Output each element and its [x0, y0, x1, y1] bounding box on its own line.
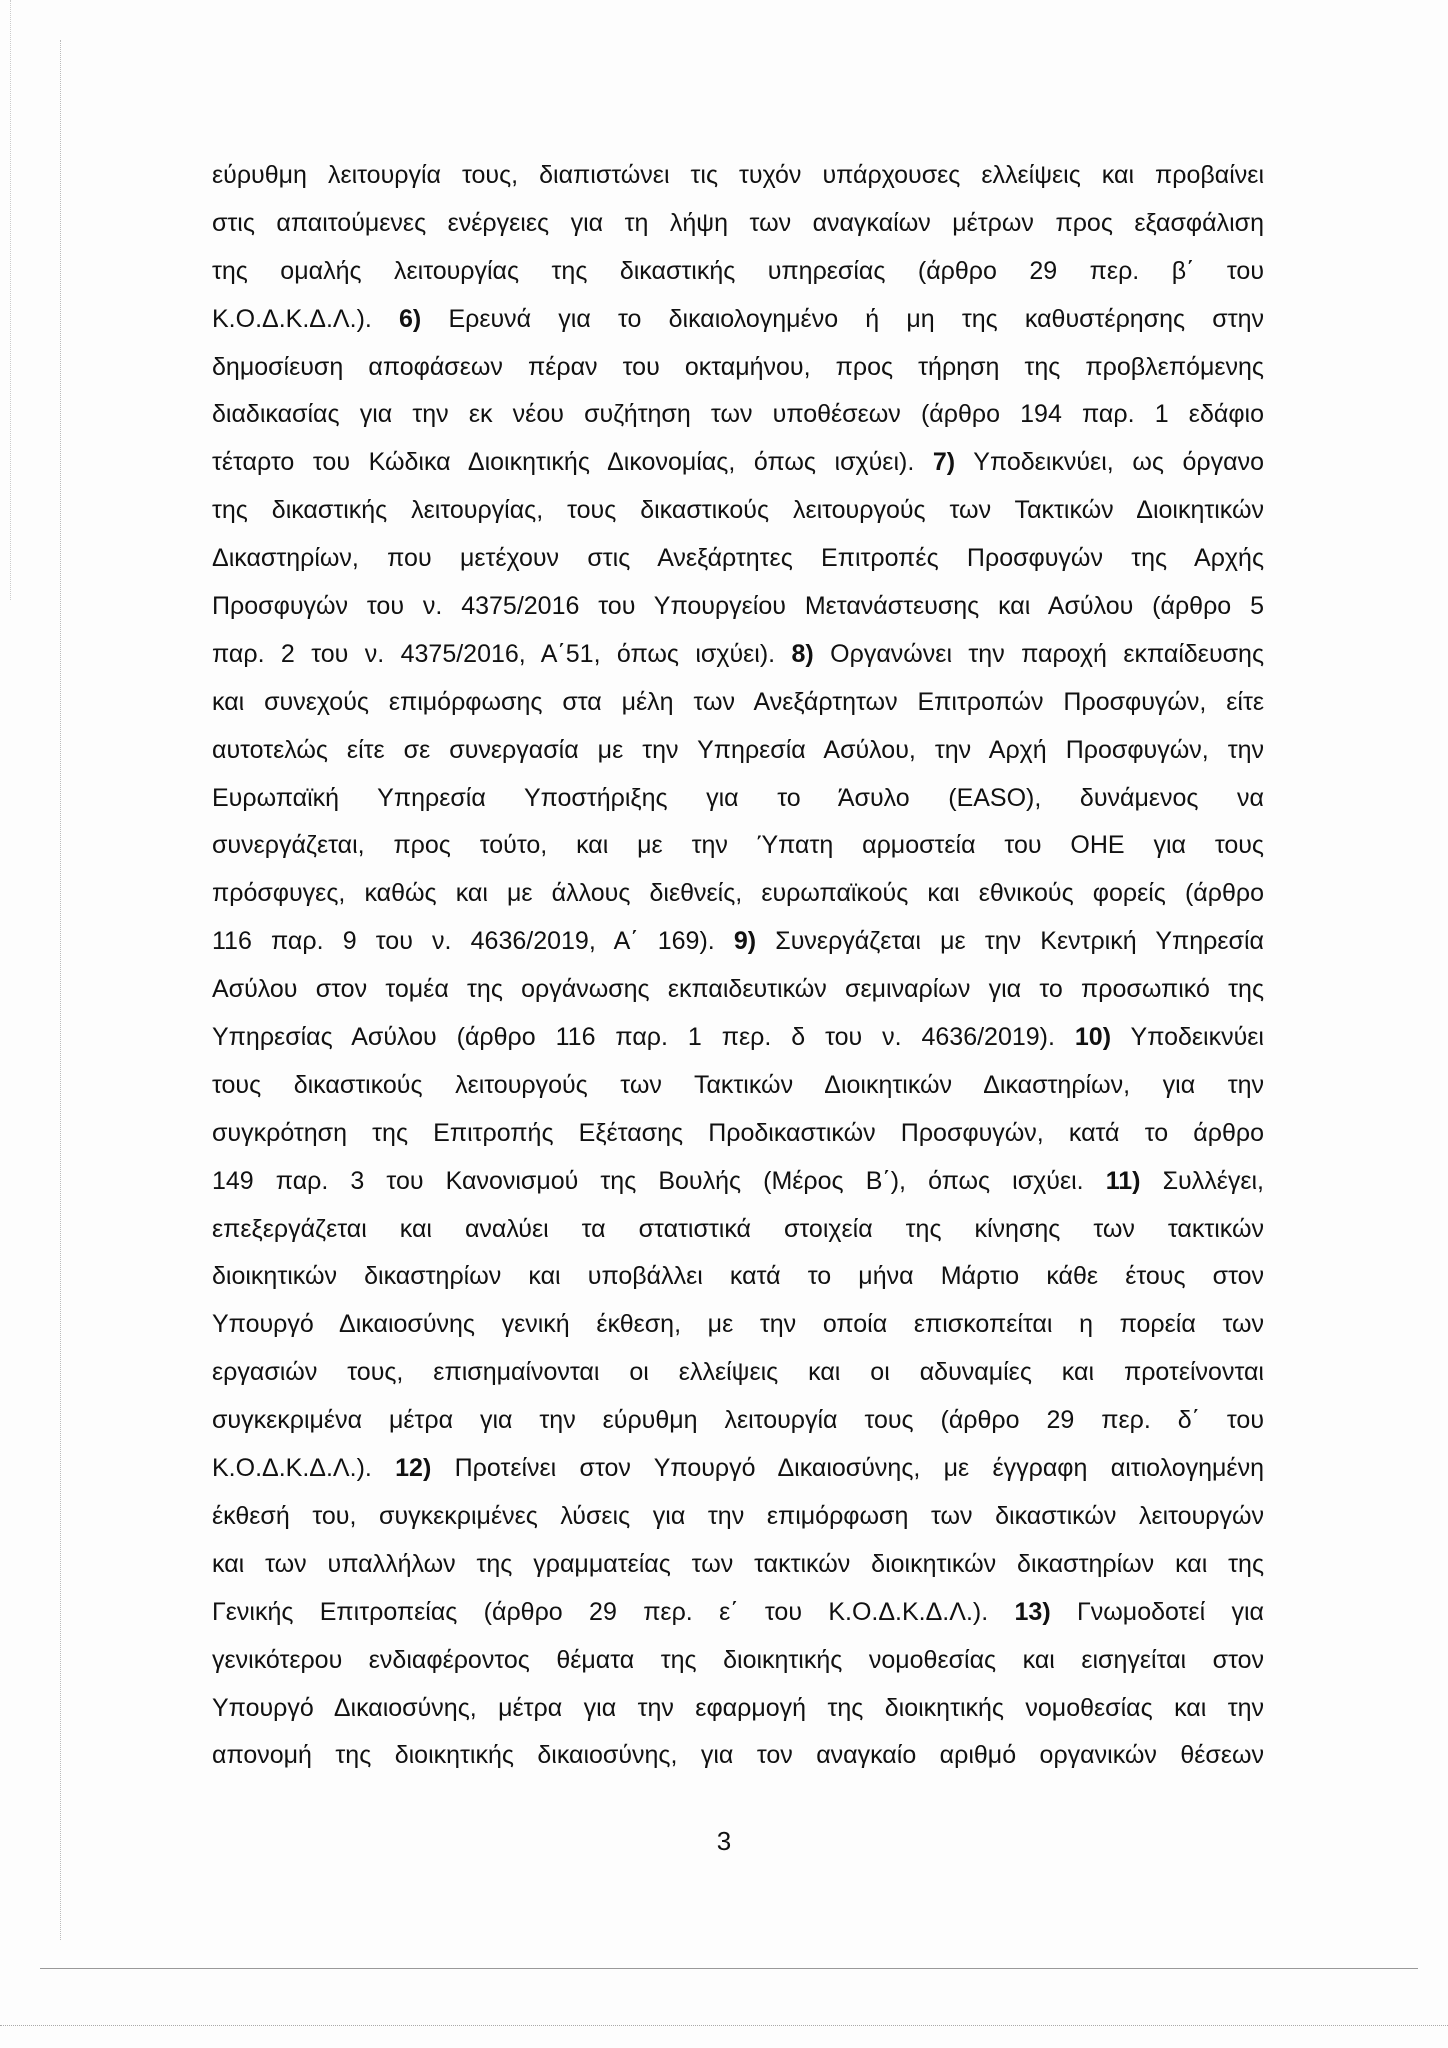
text-line	[212, 822, 1264, 870]
item-number: 9)	[733, 927, 757, 956]
text-line	[212, 679, 1264, 727]
text-segment: και συνεχούς επιμόρφωσης στα μέλη των Ανεξάρτητων Επιτροπών Προσφυγών, είτε	[212, 687, 1264, 716]
text-segment: της δικαστικής λειτουργίας, τους δικαστικούς λειτουργούς των Τακτικών Διοικητικών	[212, 496, 1264, 525]
text-line	[212, 631, 1264, 679]
text-segment: διαδικασίας για την εκ νέου συζήτηση των υποθέσεων (άρθρο 194 παρ. 1 εδάφιο	[212, 400, 1264, 429]
text-line	[212, 487, 1264, 535]
text-segment: παρ. 2 του ν. 4375/2016, Α΄51, όπως ισχύει).	[212, 639, 792, 668]
text-segment: Ευρωπαϊκή Υπηρεσία Υποστήριξης για το Άσυλο (EASO), δυνάμενος να	[212, 783, 1264, 812]
text-line	[212, 248, 1264, 296]
text-segment: Δικαστηρίων, που μετέχουν στις Ανεξάρτητες Επιτροπές Προσφυγών της Αρχής	[212, 544, 1264, 573]
text-segment: δημοσίευση αποφάσεων πέραν του οκταμήνου, προς τήρηση της προβλεπόμενης	[212, 352, 1264, 381]
document-body-text	[212, 152, 1264, 1780]
text-segment: εύρυθμη λειτουργία τους, διαπιστώνει τις τυχόν υπάρχουσες ελλείψεις και προβαίνει	[212, 161, 1264, 189]
text-line	[212, 1062, 1264, 1110]
text-segment: Ερευνά για το δικαιολογημένο ή μη της καθυστέρησης στην	[421, 304, 1264, 333]
text-segment: συγκεκριμένα μέτρα για την εύρυθμη λειτουργία τους (άρθρο 29 περ. δ΄ του	[212, 1406, 1264, 1435]
text-segment: Υποδεικνύει, ως όργανο	[955, 448, 1264, 477]
text-segment: Γνωμοδοτεί για	[1050, 1597, 1264, 1626]
scan-artifact-left-edge	[10, 0, 11, 600]
text-segment: Συνεργάζεται με την Κεντρική Υπηρεσία	[756, 927, 1264, 956]
text-line	[212, 1541, 1264, 1589]
text-segment: Υποδεικνύει	[1111, 1023, 1264, 1052]
text-line	[212, 391, 1264, 439]
text-segment: γενικότερου ενδιαφέροντος θέματα της διοικητικής νομοθεσίας και εισηγείται στον	[212, 1645, 1264, 1674]
text-line	[212, 583, 1264, 631]
text-segment: εργασιών τους, επισημαίνονται οι ελλείψεις και οι αδυναμίες και προτείνονται	[212, 1358, 1264, 1387]
item-number: 7)	[932, 448, 956, 477]
text-segment: Συλλέγει,	[1140, 1166, 1264, 1195]
text-segment: επεξεργάζεται και αναλύει τα στατιστικά στοιχεία της κίνησης των τακτικών	[212, 1214, 1264, 1243]
item-number: 6)	[399, 304, 422, 333]
text-segment: και των υπαλλήλων της γραμματείας των τακτικών διοικητικών δικαστηρίων και της	[212, 1549, 1264, 1578]
text-segment: στις απαιτούμενες ενέργειες για τη λήψη των αναγκαίων μέτρων προς εξασφάλιση	[212, 208, 1264, 237]
text-segment: Οργανώνει την παροχή εκπαίδευσης	[813, 639, 1264, 668]
item-number: 13)	[1014, 1597, 1051, 1626]
text-line	[212, 1349, 1264, 1397]
text-segment: Υπουργό Δικαιοσύνης γενική έκθεση, με την οποία επισκοπείται η πορεία των	[212, 1310, 1264, 1339]
text-segment: Υπουργό Δικαιοσύνης, μέτρα για την εφαρμογή της διοικητικής νομοθεσίας και την	[212, 1693, 1264, 1722]
text-line	[212, 727, 1264, 775]
text-line	[212, 296, 1264, 344]
text-line	[212, 1110, 1264, 1158]
text-segment: Προτείνει στον Υπουργό Δικαιοσύνης, με έγγραφη αιτιολογημένη	[431, 1454, 1264, 1483]
text-line	[212, 152, 1264, 200]
text-segment: τους δικαστικούς λειτουργούς των Τακτικών Διοικητικών Δικαστηρίων, για την	[212, 1070, 1264, 1099]
text-line	[212, 1301, 1264, 1349]
text-segment: συνεργάζεται, προς τούτο, και με την Ύπατη αρμοστεία του ΟΗΕ για τους	[212, 831, 1264, 860]
text-line	[212, 775, 1264, 823]
scan-artifact-bottom-line	[40, 1968, 1418, 1969]
text-segment: πρόσφυγες, καθώς και με άλλους διεθνείς, ευρωπαϊκούς και εθνικούς φορείς (άρθρο	[212, 879, 1264, 908]
text-segment: απονομή της διοικητικής δικαιοσύνης, για τον αναγκαίο αριθμό οργανικών θέσεων	[212, 1741, 1264, 1770]
text-segment: Υπηρεσίας Ασύλου (άρθρο 116 παρ. 1 περ. δ του ν. 4636/2019).	[212, 1023, 1075, 1052]
text-line	[212, 200, 1264, 248]
text-line	[212, 439, 1264, 487]
text-segment: Ασύλου στον τομέα της οργάνωσης εκπαιδευτικών σεμιναρίων για το προσωπικό της	[212, 975, 1264, 1004]
text-segment: Προσφυγών του ν. 4375/2016 του Υπουργείου Μετανάστευσης και Ασύλου (άρθρο 5	[212, 592, 1264, 621]
text-segment: έκθεσή του, συγκεκριμένες λύσεις για την επιμόρφωση των δικαστικών λειτουργών	[212, 1501, 1264, 1530]
item-number: 12)	[395, 1454, 432, 1483]
page-number: 3	[716, 1826, 732, 1856]
text-segment: αυτοτελώς είτε σε συνεργασία με την Υπηρεσία Ασύλου, την Αρχή Προσφυγών, την	[212, 735, 1264, 764]
text-line	[212, 1637, 1264, 1685]
text-line	[212, 1493, 1264, 1541]
text-segment: 149 παρ. 3 του Κανονισμού της Βουλής (Μέρος Β΄), όπως ισχύει.	[212, 1166, 1106, 1195]
text-line	[212, 535, 1264, 583]
text-segment: Κ.Ο.Δ.Κ.Δ.Λ.).	[212, 1454, 396, 1483]
text-segment: τέταρτο του Κώδικα Διοικητικής Δικονομίας, όπως ισχύει).	[212, 448, 933, 477]
text-segment: διοικητικών δικαστηρίων και υποβάλλει κατά το μήνα Μάρτιο κάθε έτους στον	[212, 1262, 1264, 1291]
text-line	[212, 966, 1264, 1014]
scan-artifact-margin-line	[60, 40, 61, 1940]
text-segment: 116 παρ. 9 του ν. 4636/2019, Α΄ 169).	[212, 927, 734, 956]
text-segment: συγκρότηση της Επιτροπής Εξέτασης Προδικαστικών Προσφυγών, κατά το άρθρο	[212, 1118, 1264, 1147]
text-line	[212, 1397, 1264, 1445]
text-segment: Κ.Ο.Δ.Κ.Δ.Λ.).	[212, 304, 400, 333]
item-number: 8)	[791, 639, 814, 668]
text-line	[212, 1158, 1264, 1206]
text-line	[212, 1014, 1264, 1062]
text-line	[212, 344, 1264, 392]
text-segment: Γενικής Επιτροπείας (άρθρο 29 περ. ε΄ του Κ.Ο.Δ.Κ.Δ.Λ.).	[212, 1597, 1015, 1626]
text-line	[212, 1206, 1264, 1254]
text-line	[212, 1732, 1264, 1780]
text-line	[212, 1445, 1264, 1493]
text-line	[212, 1253, 1264, 1301]
item-number: 11)	[1105, 1166, 1141, 1195]
text-line	[212, 918, 1264, 966]
text-line	[212, 1589, 1264, 1637]
item-number: 10)	[1074, 1023, 1112, 1052]
text-line	[212, 1685, 1264, 1733]
text-segment: της ομαλής λειτουργίας της δικαστικής υπηρεσίας (άρθρο 29 περ. β΄ του	[212, 256, 1264, 285]
scan-artifact-bottom-edge	[0, 2025, 1448, 2026]
text-line	[212, 870, 1264, 918]
